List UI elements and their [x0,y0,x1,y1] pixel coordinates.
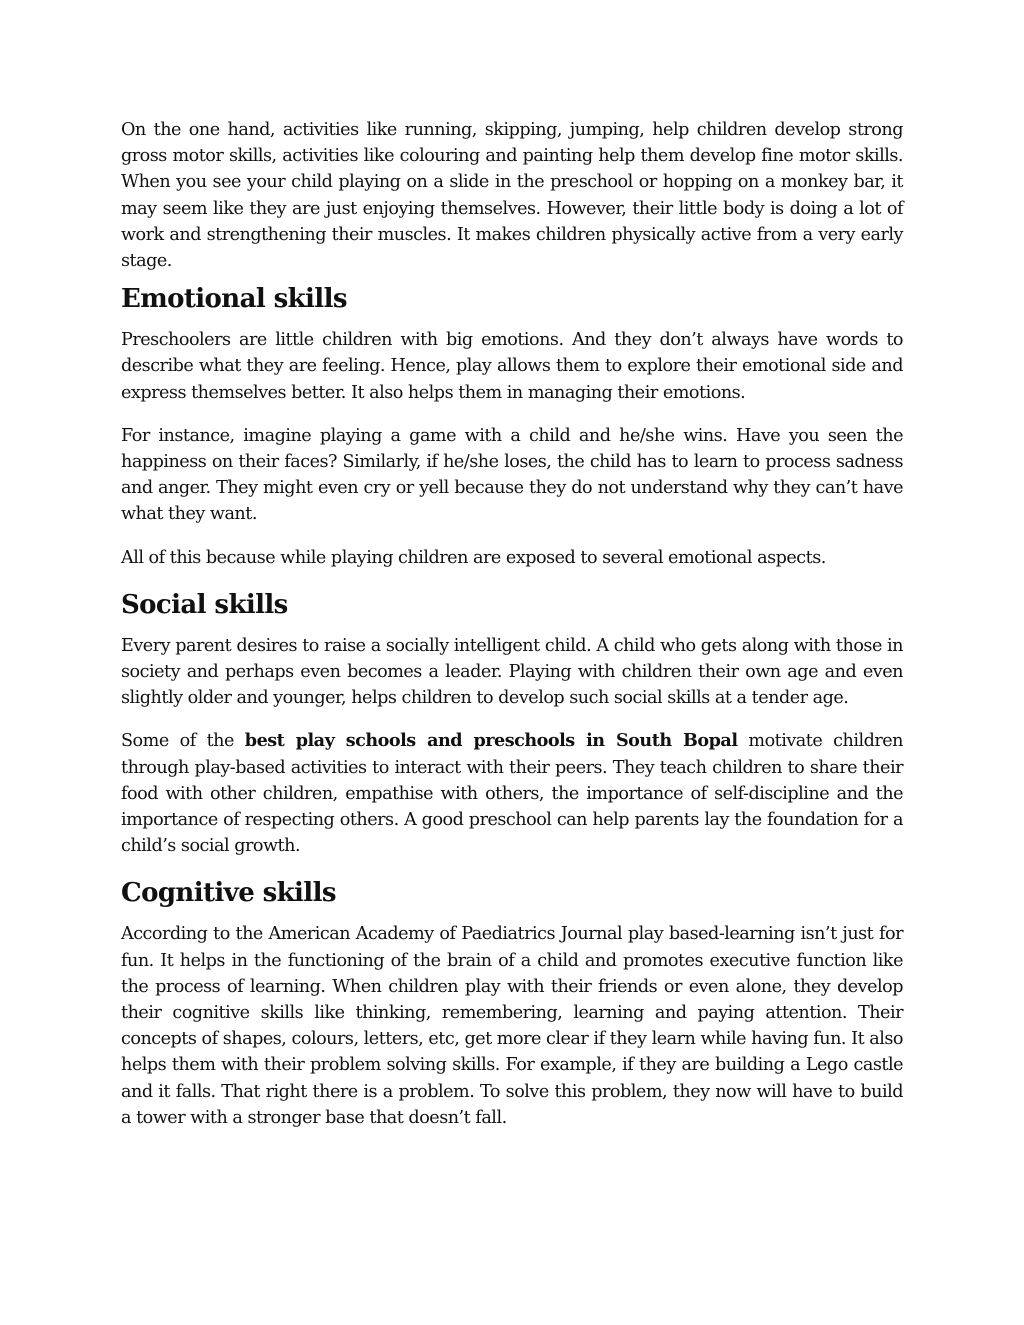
heading-social-skills: Social skills [121,589,288,620]
social-paragraph-2 [121,728,903,859]
emotional-paragraph-3: All of this because while playing children are exposed to several emotional aspects. [121,547,826,568]
intro-paragraph: On the one hand, activities like running, skipping, jumping, help children develop strong gross motor skills, activities like colouring and painting help them develop fine motor skills. When you see your child playing on a slide in the preschool or hopping on a monkey bar, it may seem like they are just enjoying themselves. However, their little body is doing a lot of work and strengthening their muscles. It makes children physically active from a very early stage. [121,120,903,272]
emotional-paragraph-1: Preschoolers are little children with big emotions. And they don’t always have words to describe what they are feeling. Hence, play allows them to explore their emotional side and express themselves better. It also helps them in managing their emotions. [121,330,903,403]
bold-phrase-play-schools: best play schools and preschools in South Bopal [244,730,738,752]
heading-emotional-skills: Emotional skills [121,284,347,315]
social-paragraph-1: Every parent desires to raise a socially intelligent child. A child who gets along with those in society and perhaps even becomes a leader. Playing with children their own age and even slightly older and younger, helps children to develop such social skills at a tender age. [121,635,903,709]
document-page [121,117,903,1148]
cognitive-paragraph-1: According to the American Academy of Paediatrics Journal play based-learning isn’t just for fun. It helps in the functioning of the brain of a child and promotes executive function like the process of learning. When children play with their friends or even alone, they develop their cognitive skills like thinking, remembering, learning and paying attention. Their concepts of shapes, colours, letters, etc, get more clear if they learn while having fun. It also helps them with their problem solving skills. For example, if they are building a Lego castle and it falls. That right there is a problem. To solve this problem, they now will have to build a tower with a stronger base that doesn’t fall. [121,924,903,1128]
heading-cognitive-skills: Cognitive skills [121,878,336,909]
social-paragraph-2-rest: motivate children through play-based activities to interact with their peers. They teach children to share their food with other children, empathise with others, the importance of self-discipline and the importance of respecting others. A good preschool can help parents lay the foundation for a child’s social growth. [121,731,903,857]
social-paragraph-2-lead: Some of the [121,731,245,752]
emotional-paragraph-2: For instance, imagine playing a game with a child and he/she wins. Have you seen the happiness on their faces? Similarly, if he/she loses, the child has to learn to process sadness and anger. They might even cry or yell because they do not understand why they can’t have what they want. [121,425,903,525]
